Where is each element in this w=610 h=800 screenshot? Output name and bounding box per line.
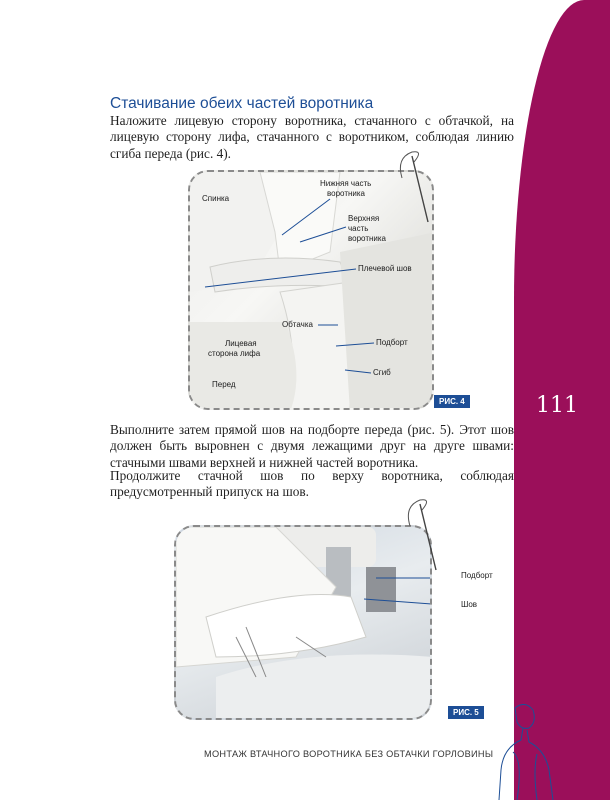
needle-thread-icon <box>402 496 442 576</box>
paragraph-2: Выполните затем прямой шов на подборте переда (рис. 5). Этот шов должен быть выровнен с двумя лежащими друг на друге швами: стачными швами верхней и нижней частей воротника. <box>110 422 514 470</box>
label-bodice-face-2: сторона лифа <box>208 349 261 358</box>
label-upper-collar-3: воротника <box>348 234 387 243</box>
label-fig5-podbort: Подборт <box>461 571 493 580</box>
figure-5-photo <box>174 525 432 720</box>
label-podbort: Подборт <box>376 338 408 347</box>
label-facing: Обтачка <box>282 320 313 329</box>
label-bodice-face-1: Лицевая <box>225 339 257 348</box>
label-spinka: Спинка <box>202 194 230 203</box>
label-fold: Сгиб <box>373 368 391 377</box>
needle-thread-icon <box>394 148 434 228</box>
paragraph-1: Наложите лицевую сторону воротника, стачанного с обтачкой, на лицевую сторону лифа, стачанного с воротником, соблюдая линию сгиба переда (рис. 4). <box>110 113 514 161</box>
figure-4-badge: РИС. 4 <box>434 395 470 408</box>
label-lower-collar-1: Нижняя часть <box>320 179 372 188</box>
label-fig5-seam: Шов <box>461 600 478 609</box>
label-upper-collar-2: часть <box>348 224 369 233</box>
label-lower-collar-2: воротника <box>327 189 366 198</box>
label-pered: Перед <box>212 380 236 389</box>
label-shoulder-seam: Плечевой шов <box>358 264 412 273</box>
page-number: 111 <box>536 393 578 418</box>
label-upper-collar-1: Верхняя <box>348 214 380 223</box>
figure-5-leader-lines <box>176 527 432 720</box>
woman-silhouette-icon <box>493 700 563 800</box>
figure-5-badge: РИС. 5 <box>448 706 484 719</box>
page-footer: МОНТАЖ ВТАЧНОГО ВОРОТНИКА БЕЗ ОБТАЧКИ ГОРЛОВИНЫ <box>204 749 494 759</box>
section-heading: Стачивание обеих частей воротника <box>110 95 374 112</box>
paragraph-3: Продолжите стачной шов по верху воротника, соблюдая предусмотренный припуск на шов. <box>110 468 514 500</box>
